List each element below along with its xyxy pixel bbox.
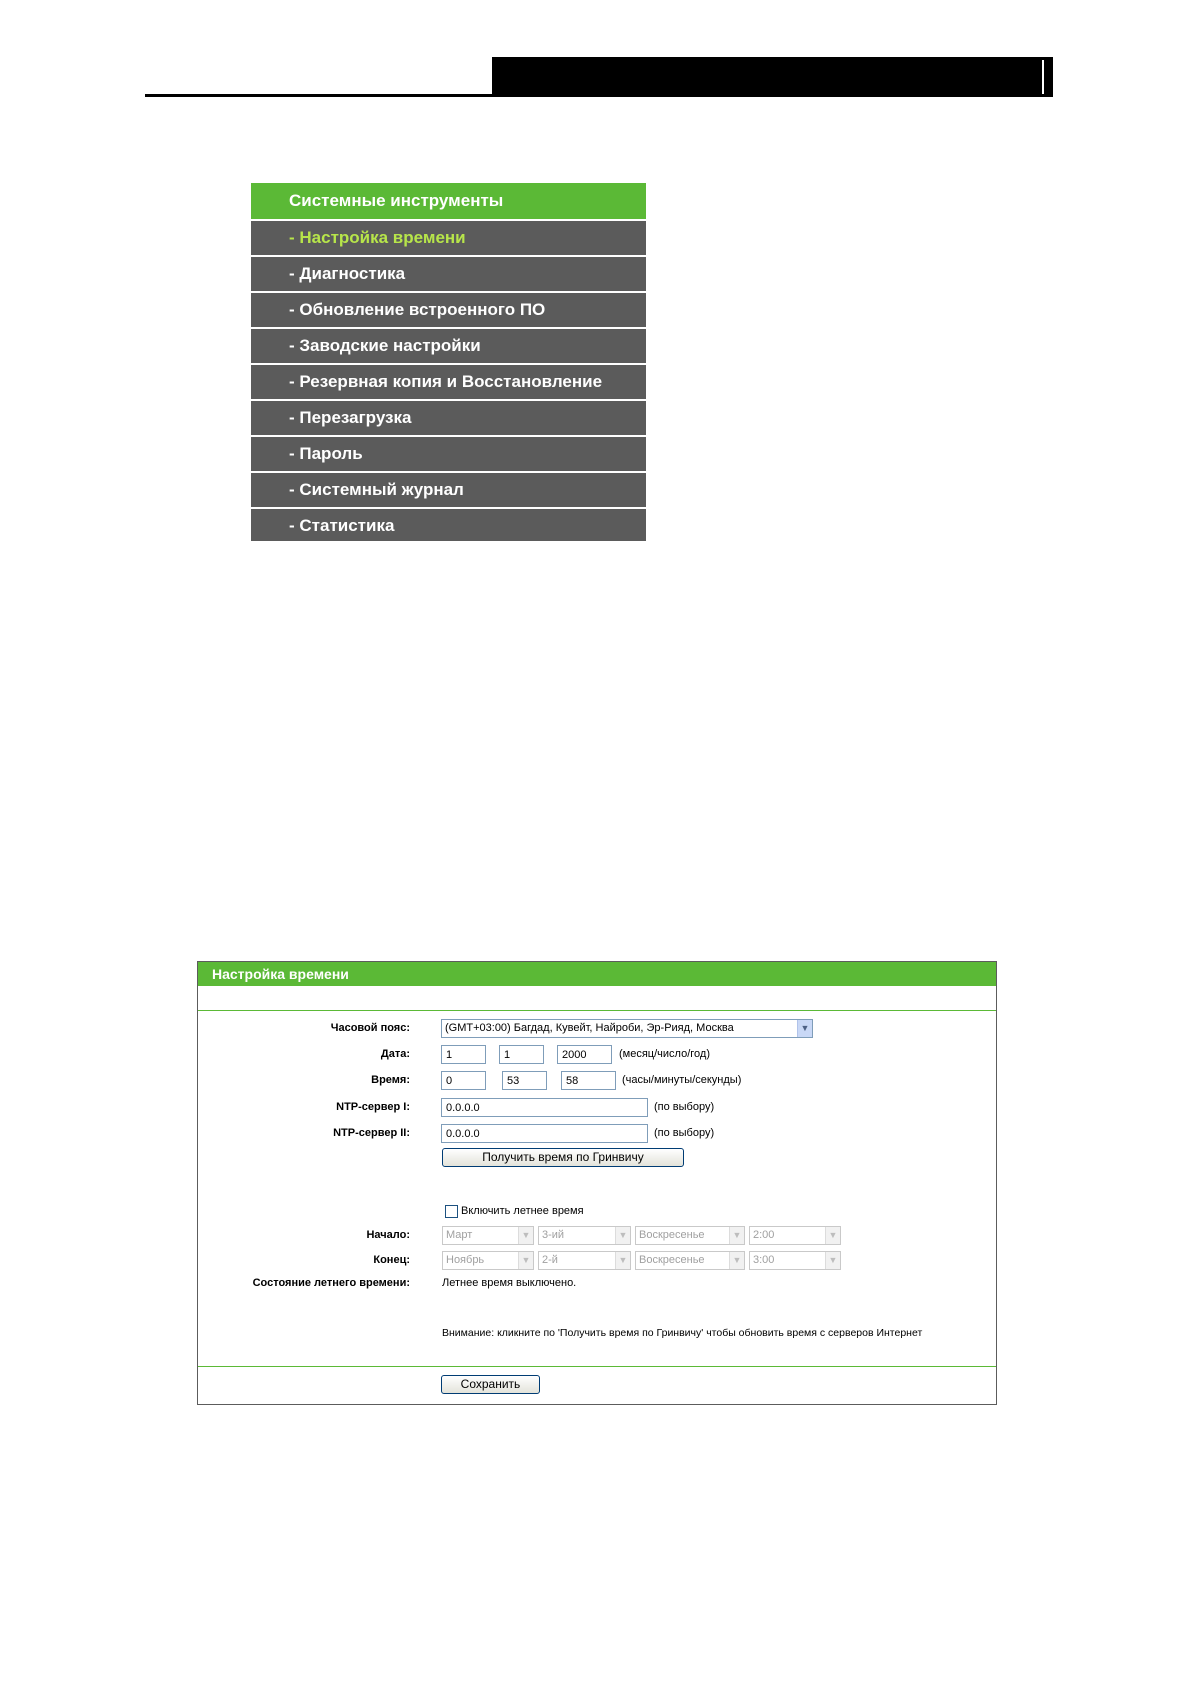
dst-start-week-select[interactable] bbox=[538, 1226, 631, 1245]
menu-item-backup-restore[interactable]: - Резервная копия и Восстановление bbox=[251, 363, 646, 399]
timezone-select[interactable] bbox=[441, 1019, 813, 1038]
dst-end-day-value: Воскресенье bbox=[639, 1254, 705, 1266]
chevron-down-icon: ▼ bbox=[729, 1252, 744, 1269]
menu-item-factory-defaults[interactable]: - Заводские настройки bbox=[251, 327, 646, 363]
dst-end-week-value: 2-й bbox=[542, 1254, 558, 1266]
menu-item-statistics[interactable]: - Статистика bbox=[251, 507, 646, 541]
dst-status-value: Летнее время выключено. bbox=[442, 1277, 577, 1289]
dst-checkbox-label: Включить летнее время bbox=[461, 1205, 584, 1217]
chevron-down-icon: ▼ bbox=[797, 1020, 812, 1037]
dst-end-month-value: Ноябрь bbox=[446, 1254, 485, 1266]
panel-title: Настройка времени bbox=[198, 962, 996, 986]
menu-item-reboot[interactable]: - Перезагрузка bbox=[251, 399, 646, 435]
time-settings-panel bbox=[197, 961, 997, 1405]
ntp-server-2-input[interactable] bbox=[441, 1124, 648, 1143]
time-format-hint: (часы/минуты/секунды) bbox=[622, 1074, 742, 1086]
ntp-server-2-label: NTP-сервер II: bbox=[333, 1127, 410, 1139]
dst-end-month-select[interactable] bbox=[442, 1251, 534, 1270]
gmt-note: Внимание: кликните по 'Получить время по Гринвичу' чтобы обновить время с серверов Интернет bbox=[442, 1327, 923, 1339]
dst-start-time-select[interactable] bbox=[749, 1226, 841, 1245]
time-seconds-input[interactable] bbox=[561, 1071, 616, 1090]
dst-checkbox[interactable] bbox=[445, 1205, 458, 1218]
time-minutes-input[interactable] bbox=[502, 1071, 547, 1090]
timezone-value: (GMT+03:00) Багдад, Кувейт, Найроби, Эр-Рияд, Москва bbox=[445, 1022, 734, 1034]
dst-end-week-select[interactable] bbox=[538, 1251, 631, 1270]
chevron-down-icon: ▼ bbox=[729, 1227, 744, 1244]
system-tools-menu bbox=[251, 183, 646, 541]
menu-title: Системные инструменты bbox=[251, 183, 646, 219]
date-year-input[interactable] bbox=[557, 1045, 612, 1064]
dst-start-time-value: 2:00 bbox=[753, 1229, 775, 1241]
chevron-down-icon: ▼ bbox=[825, 1227, 840, 1244]
menu-item-firmware-upgrade[interactable]: - Обновление встроенного ПО bbox=[251, 291, 646, 327]
header-black-bar bbox=[492, 57, 1053, 97]
dst-start-day-value: Воскресенье bbox=[639, 1229, 705, 1241]
header-rule bbox=[145, 94, 1053, 97]
timezone-label: Часовой пояс: bbox=[330, 1022, 410, 1034]
chevron-down-icon: ▼ bbox=[825, 1252, 840, 1269]
get-gmt-button[interactable]: Получить время по Гринвичу bbox=[442, 1148, 684, 1167]
time-hours-input[interactable] bbox=[441, 1071, 486, 1090]
dst-end-time-select[interactable] bbox=[749, 1251, 841, 1270]
menu-item-password[interactable]: - Пароль bbox=[251, 435, 646, 471]
ntp-server-2-hint: (по выбору) bbox=[654, 1127, 715, 1139]
menu-item-system-log[interactable]: - Системный журнал bbox=[251, 471, 646, 507]
dst-start-month-select[interactable] bbox=[442, 1226, 534, 1245]
save-button[interactable]: Сохранить bbox=[441, 1375, 540, 1394]
menu-item-diagnostics[interactable]: - Диагностика bbox=[251, 255, 646, 291]
header-notch bbox=[1042, 60, 1044, 94]
chevron-down-icon: ▼ bbox=[518, 1227, 533, 1244]
dst-end-day-select[interactable] bbox=[635, 1251, 745, 1270]
panel-top-divider bbox=[198, 1010, 996, 1011]
date-label: Дата: bbox=[380, 1048, 410, 1060]
ntp-server-1-input[interactable] bbox=[441, 1098, 648, 1117]
dst-end-time-value: 3:00 bbox=[753, 1254, 775, 1266]
dst-start-day-select[interactable] bbox=[635, 1226, 745, 1245]
date-month-input[interactable] bbox=[441, 1045, 486, 1064]
dst-start-week-value: 3-ий bbox=[542, 1229, 565, 1241]
date-format-hint: (месяц/число/год) bbox=[619, 1048, 710, 1060]
panel-bottom-divider bbox=[198, 1366, 996, 1367]
dst-end-label: Конец: bbox=[373, 1254, 410, 1266]
dst-start-month-value: Март bbox=[446, 1229, 473, 1241]
ntp-server-1-label: NTP-сервер I: bbox=[336, 1101, 410, 1113]
chevron-down-icon: ▼ bbox=[615, 1227, 630, 1244]
chevron-down-icon: ▼ bbox=[518, 1252, 533, 1269]
dst-start-label: Начало: bbox=[366, 1229, 410, 1241]
time-label: Время: bbox=[371, 1074, 410, 1086]
menu-item-time-settings[interactable]: - Настройка времени bbox=[251, 219, 646, 255]
ntp-server-1-hint: (по выбору) bbox=[654, 1101, 715, 1113]
date-day-input[interactable] bbox=[499, 1045, 544, 1064]
dst-status-label: Состояние летнего времени: bbox=[252, 1277, 410, 1289]
chevron-down-icon: ▼ bbox=[615, 1252, 630, 1269]
